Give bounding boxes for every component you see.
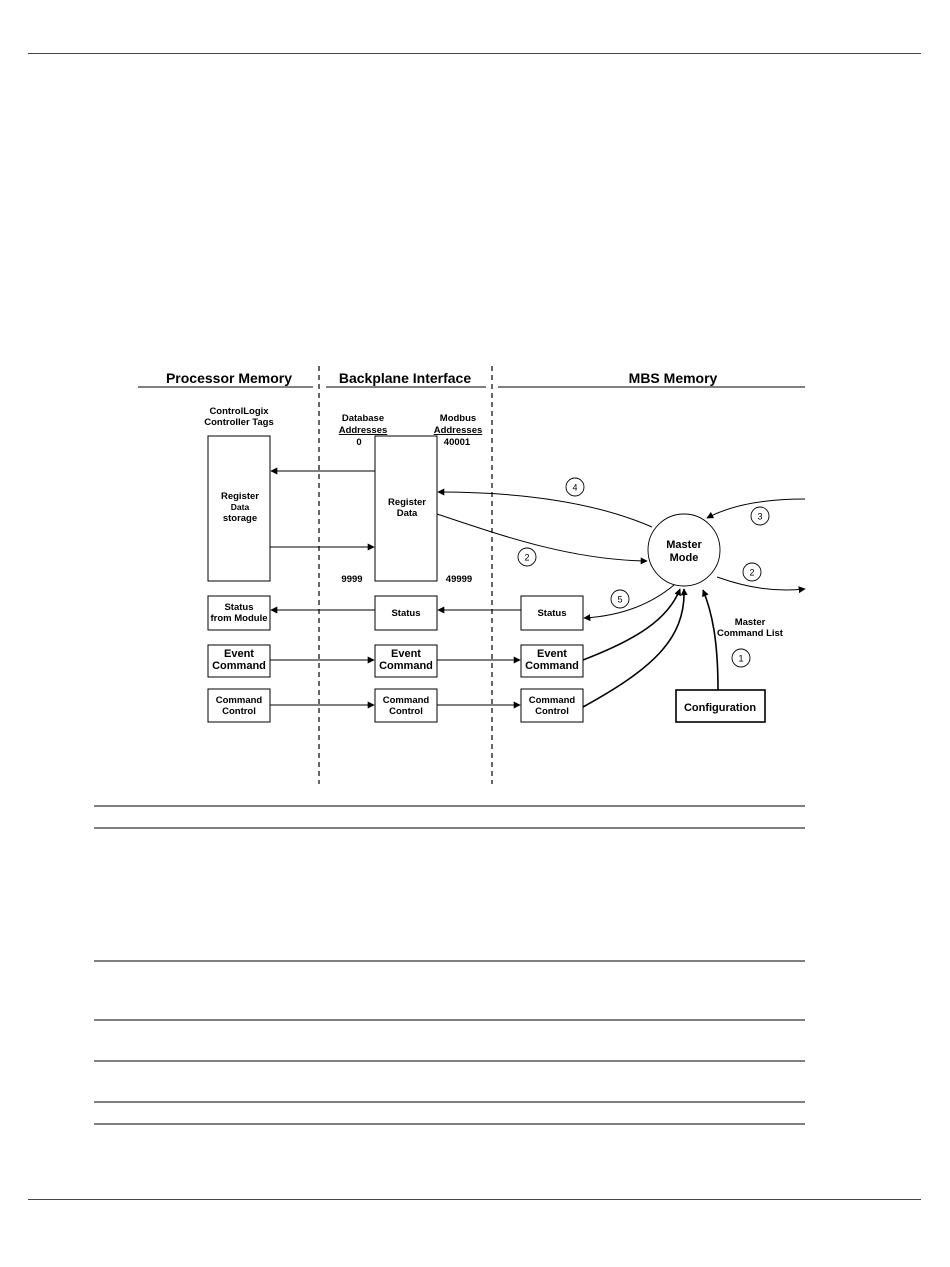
- header-backplane-interface: Backplane Interface: [338, 370, 472, 386]
- backplane-event-command-line1: Event: [391, 648, 421, 660]
- backplane-register-line2: Data: [396, 508, 418, 519]
- backplane-status-label: Status: [391, 608, 421, 619]
- database-addresses-label-line2: Addresses: [338, 425, 388, 436]
- modbus-address-start: 40001: [443, 437, 471, 448]
- step-1-number: 1: [738, 653, 744, 664]
- mbs-event-command-line1: Event: [537, 648, 567, 660]
- modbus-address-end: 49999: [445, 574, 473, 585]
- backplane-command-control-line1: Command: [382, 695, 430, 706]
- database-addresses-label-line1: Database: [341, 413, 385, 424]
- master-command-list-line1: Master: [734, 617, 766, 628]
- processor-command-control-line2: Control: [222, 706, 256, 717]
- step-2-number-left: 2: [524, 552, 530, 563]
- database-address-start: 0: [356, 437, 362, 448]
- step-4-number: 4: [572, 482, 578, 493]
- processor-event-command-line1: Event: [224, 648, 254, 660]
- controller-tags-label-line2: Controller Tags: [204, 417, 274, 428]
- step-5-number: 5: [617, 594, 623, 605]
- arrow-event-command-to-master: [583, 589, 680, 660]
- backplane-register-line1: Register: [387, 497, 427, 508]
- configuration-label: Configuration: [683, 702, 757, 714]
- mbs-command-control-line2: Control: [535, 706, 569, 717]
- mbs-event-command-line2: Command: [525, 660, 579, 672]
- database-address-end: 9999: [341, 574, 363, 585]
- status-from-module-line1: Status: [224, 602, 254, 613]
- header-processor-memory: Processor Memory: [165, 370, 293, 386]
- backplane-command-control-line2: Control: [389, 706, 423, 717]
- arrow-register-to-master-step2: [437, 514, 647, 561]
- mbs-command-control-line1: Command: [528, 695, 576, 706]
- processor-register-line1: Register: [220, 491, 260, 502]
- processor-register-line3: storage: [222, 513, 258, 524]
- master-mode-line2: Mode: [669, 552, 699, 564]
- processor-register-line2: Data: [230, 502, 250, 512]
- processor-command-control-line1: Command: [215, 695, 263, 706]
- controller-tags-label-line1: ControlLogix: [209, 406, 269, 417]
- mbs-status-label: Status: [537, 608, 567, 619]
- modbus-addresses-label-line1: Modbus: [439, 413, 477, 424]
- arrow-master-to-register-step4: [438, 492, 652, 527]
- backplane-event-command-line2: Command: [379, 660, 433, 672]
- header-mbs-memory: MBS Memory: [628, 370, 718, 386]
- arrow-master-to-external-step2: [717, 577, 805, 590]
- master-mode-line1: Master: [666, 539, 702, 551]
- master-command-list-line2: Command List: [717, 628, 783, 639]
- modbus-addresses-label-line2: Addresses: [433, 425, 483, 436]
- arrow-command-control-to-master: [583, 589, 684, 707]
- step-3-number: 3: [757, 511, 763, 522]
- processor-event-command-line2: Command: [212, 660, 266, 672]
- status-from-module-line2: from Module: [210, 613, 268, 624]
- step-2-number-right: 2: [749, 567, 755, 578]
- arrow-configuration-to-master-step1: [703, 590, 718, 690]
